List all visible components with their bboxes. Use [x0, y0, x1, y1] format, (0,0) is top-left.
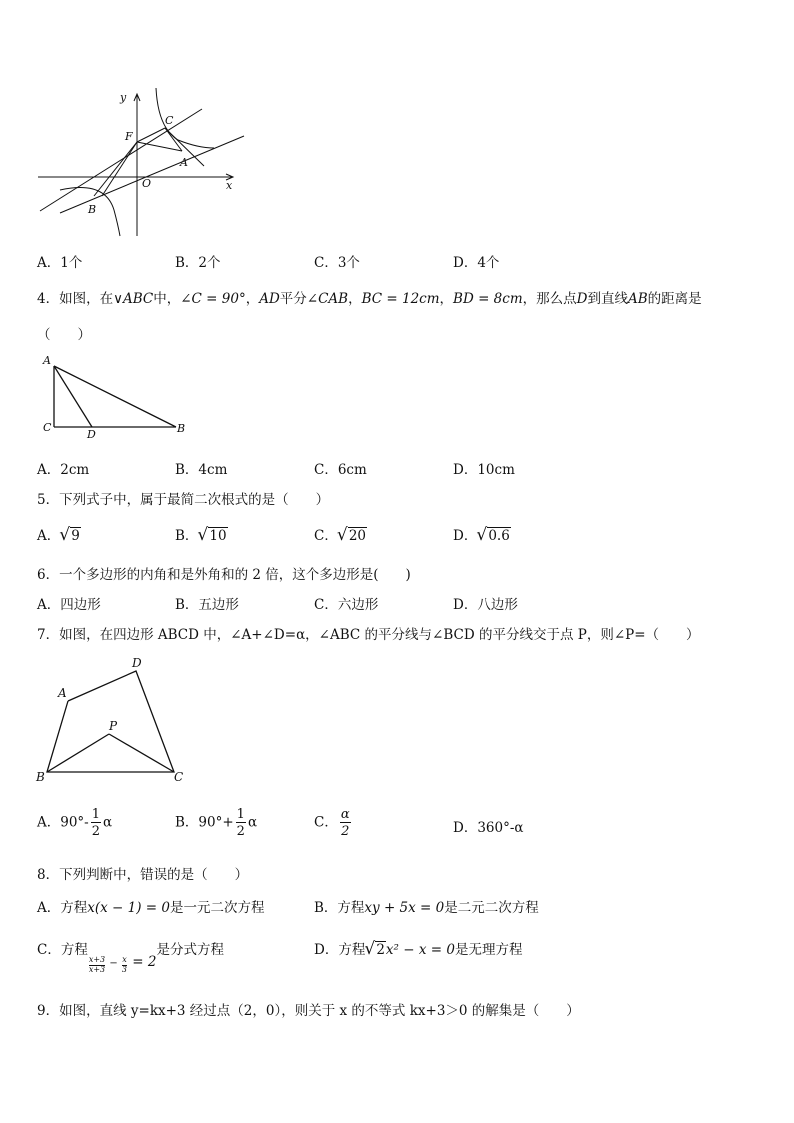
q7-option-a[interactable]: A．90°- $\frac{1}{2}$ α	[37, 807, 113, 839]
q8-option-d[interactable]: D．方程√ 2x² − x = 0是无理方程	[314, 938, 522, 958]
q9-stem: 9．如图，直线 y=kx+3 经过点（2，0），则关于 x 的不等式 kx+3＞0 的解集是（ ）	[37, 1003, 580, 1019]
q4-option-c[interactable]: C．6cm	[314, 462, 367, 478]
figure-q3	[0, 0, 794, 260]
label-A: A	[58, 686, 67, 700]
q4-option-b[interactable]: B．4cm	[175, 462, 228, 478]
q5-option-d[interactable]: D．√ 0.6	[453, 524, 511, 544]
upper-line	[40, 109, 202, 211]
q7-option-d[interactable]: D．360°-α	[453, 820, 524, 836]
figure-q7	[0, 650, 794, 790]
figure-q4	[0, 345, 794, 445]
q6-option-d[interactable]: D．八边形	[453, 597, 518, 613]
q7-stem: 7．如图，在四边形 ABCD 中，∠A+∠D=α，∠ABC 的平分线与∠BCD 的平分线交于点 P，则∠P=（ ）	[37, 627, 700, 643]
label-P: P	[109, 719, 118, 733]
q4-option-a[interactable]: A．2cm	[37, 462, 90, 478]
q3-option-c[interactable]: C．3个	[314, 255, 360, 271]
lower-line	[60, 136, 244, 213]
q3-option-a[interactable]: A．1个	[37, 255, 83, 271]
label-B: B	[88, 203, 97, 216]
q5-option-c[interactable]: C．√ 20	[314, 524, 367, 544]
label-C: C	[174, 770, 184, 784]
label-A: A	[180, 156, 188, 169]
label-x: x	[226, 179, 233, 192]
q4-paren: （ ）	[37, 327, 91, 343]
label-O: O	[142, 177, 152, 190]
q5-option-b[interactable]: B．√ 10	[175, 524, 228, 544]
q5-stem: 5．下列式子中，属于最简二次根式的是（ ）	[37, 492, 330, 508]
label-A: A	[43, 354, 51, 367]
q8-option-a[interactable]: A．方程x(x − 1) = 0是一元二次方程	[37, 900, 265, 916]
label-C: C	[165, 114, 174, 127]
q6-stem: 6．一个多边形的内角和是外角和的 2 倍，这个多边形是( )	[37, 567, 411, 583]
q7-option-c[interactable]: C． $\frac{\alpha}{2}$	[314, 807, 350, 839]
q3-option-d[interactable]: D．4个	[453, 255, 500, 271]
q8-option-c[interactable]: C．方程 $\frac{x+3}{x+3}$ $_-$ $\frac{x}{3}$ = 2是分式方程	[37, 942, 224, 974]
label-D: D	[132, 656, 142, 670]
label-D: D	[87, 428, 96, 441]
q4-option-d[interactable]: D．10cm	[453, 462, 515, 478]
q4-stem: 4．如图，在∨ABC中，∠C = 90°，AD平分∠CAB，BC = 12cm，BD = 8cm，那么点D到直线AB的距离是	[37, 291, 702, 307]
q8-stem: 8．下列判断中，错误的是（ ）	[37, 867, 249, 883]
q6-option-a[interactable]: A．四边形	[37, 597, 101, 613]
q5-option-a[interactable]: A．√ 9	[37, 524, 81, 544]
label-B: B	[177, 422, 186, 435]
q6-option-c[interactable]: C．六边形	[314, 597, 379, 613]
q7-option-b[interactable]: B．90°+ $\frac{1}{2}$ α	[175, 807, 258, 839]
q3-option-b[interactable]: B．2个	[175, 255, 221, 271]
q6-option-b[interactable]: B．五边形	[175, 597, 239, 613]
label-F: F	[125, 130, 133, 143]
label-y: y	[120, 91, 127, 104]
q8-option-b[interactable]: B．方程xy + 5x = 0是二元二次方程	[314, 900, 539, 916]
label-B: B	[36, 770, 45, 784]
label-C: C	[43, 421, 52, 434]
